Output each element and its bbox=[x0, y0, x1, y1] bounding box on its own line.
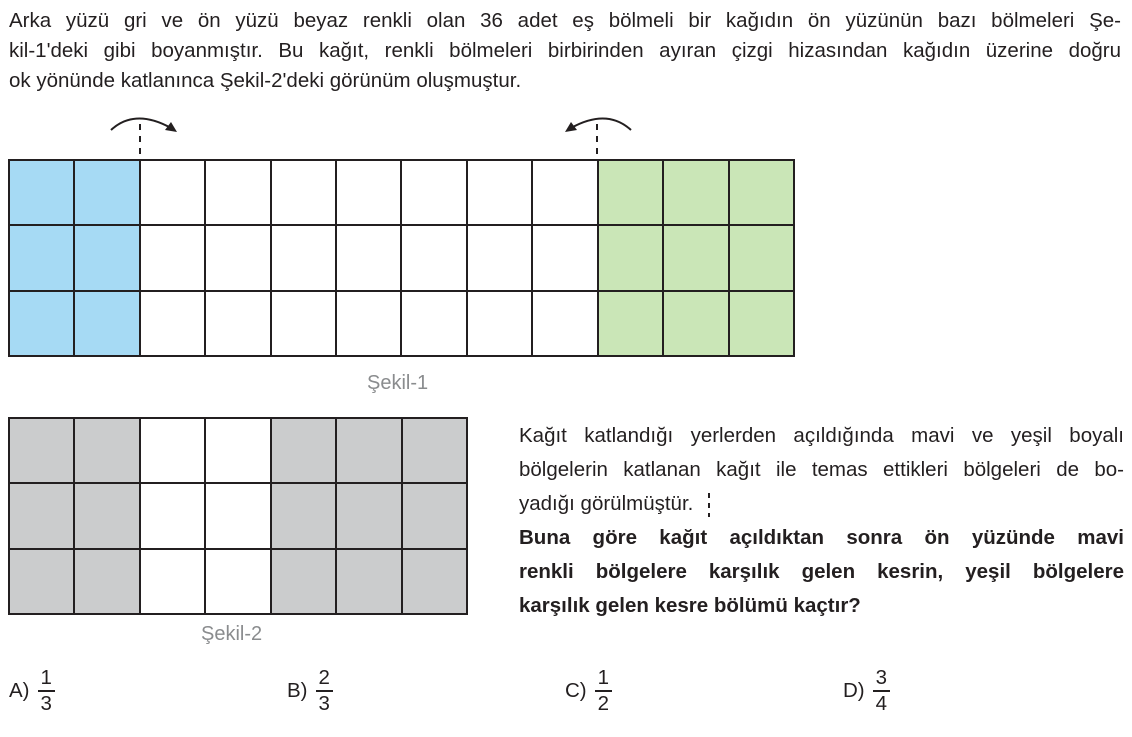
grid-cell-gray bbox=[272, 550, 337, 615]
fraction bbox=[595, 666, 612, 716]
fold-arrow-right bbox=[557, 108, 637, 164]
grid-cell-white bbox=[272, 226, 337, 291]
grid-cell-gray bbox=[75, 484, 140, 549]
intro-line: kil-1'deki gibi boyanmıştır. Bu kağıt, renkli bölmeleri birbirinden ayıran çizgi hizasından kağıdın üzerine doğru bbox=[9, 39, 1121, 62]
grid-cell-white bbox=[337, 161, 402, 226]
option-c[interactable] bbox=[565, 666, 612, 716]
grid-cell-white bbox=[206, 419, 271, 484]
grid-cell-white bbox=[141, 550, 206, 615]
grid-cell-blue bbox=[75, 226, 140, 291]
grid-cell-white bbox=[402, 226, 467, 291]
option-b[interactable] bbox=[287, 666, 333, 716]
bold-question-line: renkli bölgelere karşılık gelen kesrin, yeşil bölgelere bbox=[519, 560, 1124, 583]
grid-cell-blue bbox=[75, 161, 140, 226]
numerator: 2 bbox=[316, 666, 333, 692]
option-label: B) bbox=[287, 679, 308, 702]
grid-cell-gray bbox=[272, 484, 337, 549]
option-a[interactable] bbox=[9, 666, 55, 716]
grid-cell-white bbox=[402, 292, 467, 357]
grid-cell-gray bbox=[75, 550, 140, 615]
grid-cell-white bbox=[533, 226, 598, 291]
option-label: A) bbox=[9, 679, 30, 702]
question-body bbox=[519, 419, 1124, 623]
denominator: 4 bbox=[875, 692, 888, 715]
grid-cell-green bbox=[730, 161, 795, 226]
grid-cell-gray bbox=[403, 484, 468, 549]
grid-cell-white bbox=[402, 161, 467, 226]
sekil-1-caption: Şekil-1 bbox=[367, 372, 429, 394]
intro-line: Arka yüzü gri ve ön yüzü beyaz renkli olan 36 adet eş bölmeli bir kağıdın ön yüzünün bazı bölmeleri Şe- bbox=[9, 9, 1121, 32]
fraction bbox=[316, 666, 333, 716]
grid-cell-white bbox=[468, 292, 533, 357]
grid-cell-green bbox=[599, 226, 664, 291]
grid-cell-gray bbox=[337, 419, 402, 484]
grid-cell-white bbox=[272, 161, 337, 226]
grid-cell-white bbox=[468, 226, 533, 291]
grid-cell-green bbox=[664, 226, 729, 291]
grid-cell-green bbox=[730, 292, 795, 357]
grid-cell-blue bbox=[10, 226, 75, 291]
sekil-2-grid bbox=[8, 417, 468, 615]
grid-cell-white bbox=[337, 226, 402, 291]
grid-cell-blue bbox=[10, 292, 75, 357]
grid-cell-blue bbox=[10, 161, 75, 226]
denominator: 3 bbox=[318, 692, 330, 715]
grid-cell-green bbox=[599, 161, 664, 226]
option-d[interactable] bbox=[843, 666, 890, 716]
grid-cell-green bbox=[664, 292, 729, 357]
grid-cell-white bbox=[206, 550, 271, 615]
grid-cell-white bbox=[141, 161, 206, 226]
intro-line: ok yönünde katlanınca Şekil-2'deki görünüm oluşmuştur. bbox=[9, 69, 522, 92]
grid-cell-gray bbox=[403, 419, 468, 484]
grid-cell-white bbox=[206, 484, 271, 549]
grid-cell-white bbox=[206, 292, 271, 357]
grid-cell-white bbox=[272, 292, 337, 357]
side-line: bölgelerin katlanan kağıt ile temas ettikleri bölgeleri de bo- bbox=[519, 458, 1124, 481]
denominator: 3 bbox=[40, 692, 52, 715]
grid-cell-gray bbox=[337, 484, 402, 549]
denominator: 2 bbox=[597, 692, 610, 715]
grid-cell-green bbox=[664, 161, 729, 226]
grid-cell-white bbox=[533, 292, 598, 357]
side-line bbox=[519, 487, 1124, 521]
grid-cell-white bbox=[141, 226, 206, 291]
grid-cell-white bbox=[206, 226, 271, 291]
bold-question-line: Buna göre kağıt açıldıktan sonra ön yüzünde mavi bbox=[519, 526, 1124, 549]
numerator: 1 bbox=[38, 666, 55, 692]
grid-cell-green bbox=[599, 292, 664, 357]
grid-cell-white bbox=[206, 161, 271, 226]
numerator: 1 bbox=[595, 666, 612, 692]
option-label: C) bbox=[565, 679, 587, 702]
sekil-2-caption: Şekil-2 bbox=[201, 623, 263, 645]
dashed-mark bbox=[699, 493, 719, 517]
side-line-text: yadığı görülmüştür. bbox=[519, 492, 694, 515]
grid-cell-gray bbox=[10, 550, 75, 615]
grid-cell-white bbox=[337, 292, 402, 357]
fold-arrow-left bbox=[105, 108, 185, 164]
grid-cell-white bbox=[141, 419, 206, 484]
grid-cell-white bbox=[141, 484, 206, 549]
grid-cell-white bbox=[533, 161, 598, 226]
grid-cell-white bbox=[141, 292, 206, 357]
grid-cell-gray bbox=[337, 550, 402, 615]
bold-question-line: karşılık gelen kesre bölümü kaçtır? bbox=[519, 594, 861, 617]
numerator: 3 bbox=[873, 666, 890, 692]
fraction bbox=[873, 666, 890, 716]
sekil-1-grid bbox=[8, 159, 795, 357]
grid-cell-white bbox=[468, 161, 533, 226]
grid-cell-gray bbox=[10, 419, 75, 484]
grid-cell-gray bbox=[75, 419, 140, 484]
grid-cell-gray bbox=[10, 484, 75, 549]
grid-cell-green bbox=[730, 226, 795, 291]
fraction bbox=[38, 666, 55, 716]
grid-cell-blue bbox=[75, 292, 140, 357]
side-line: Kağıt katlandığı yerlerden açıldığında mavi ve yeşil boyalı bbox=[519, 424, 1124, 447]
question-intro bbox=[9, 6, 1121, 96]
grid-cell-gray bbox=[272, 419, 337, 484]
grid-cell-gray bbox=[403, 550, 468, 615]
option-label: D) bbox=[843, 679, 865, 702]
